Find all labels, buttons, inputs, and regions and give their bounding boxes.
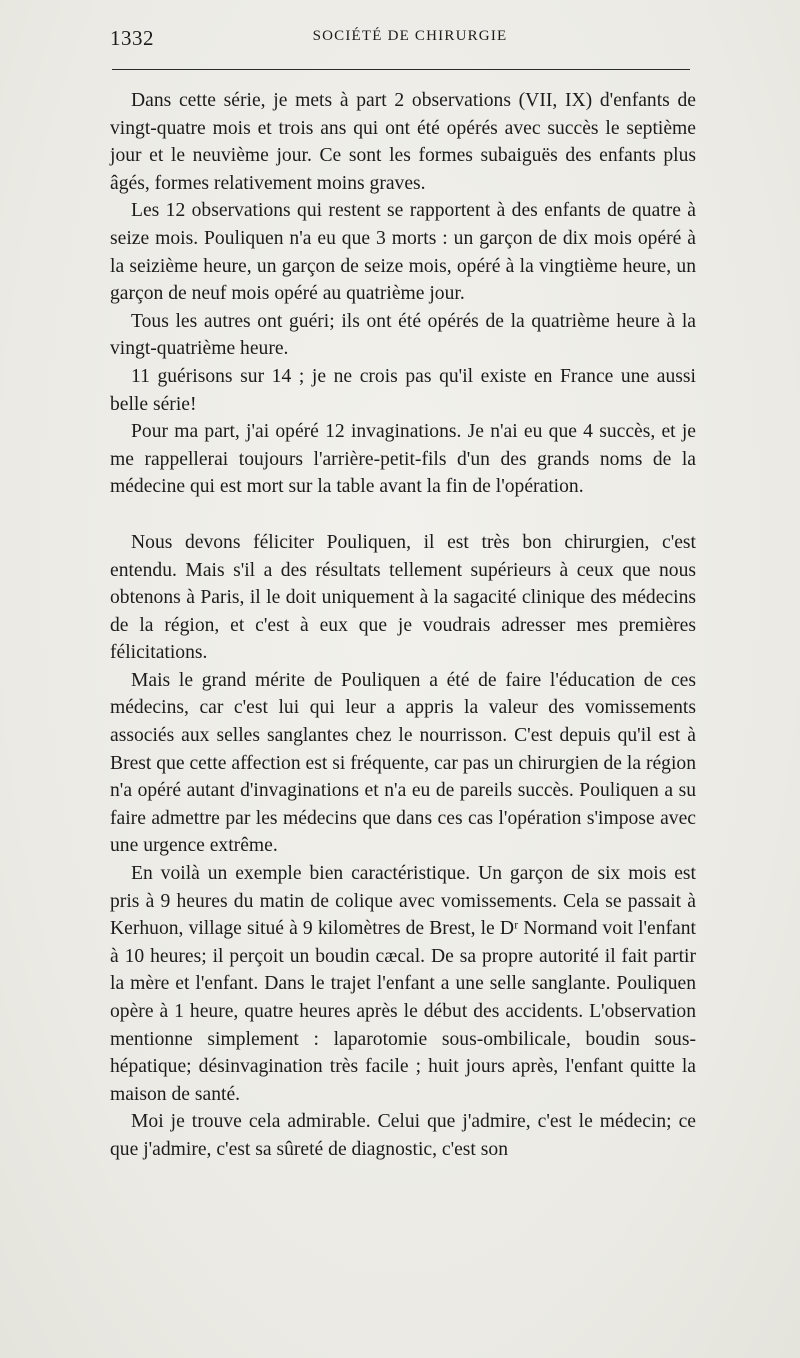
paragraph: Moi je trouve cela admirable. Celui que j'admire, c'est le médecin; ce que j'admire, c'est sa sûreté de diagnostic, c'est son bbox=[110, 1111, 696, 1160]
page-number: 1332 bbox=[110, 26, 154, 50]
paragraph: Dans cette série, je mets à part 2 observations (VII, IX) d'enfants de vingt-quatre mois et trois ans qui ont été opérés avec succès le septième jour et le neuvième jour. Ce sont les formes subaiguës des enfants plus âgés, formes relativement moins graves. bbox=[110, 90, 696, 194]
paragraph: Les 12 observations qui restent se rapportent à des enfants de quatre à seize mois. Pouliquen n'a eu que 3 morts : un garçon de dix mois opéré à la seizième heure, un garçon de seize mois, opéré à la vingtième heure, un garçon de neuf mois opéré au quatrième jour. bbox=[110, 200, 696, 305]
paragraph: 11 guérisons sur 14 ; je ne crois pas qu'il existe en France une aussi belle série! bbox=[110, 365, 696, 415]
paragraph: Nous devons féliciter Pouliquen, il est très bon chirurgien, c'est entendu. Mais s'il a des résultats tellement supérieurs à ceux que nous obtenons à Paris, il le doit uniquement à la sagacité clinique des médecins de la région, et c'est à eux que je voudrais adresser mes premières félicitations. bbox=[110, 531, 696, 664]
running-head bbox=[110, 26, 692, 52]
header-rule bbox=[112, 69, 690, 70]
paragraph: Mais le grand mérite de Pouliquen a été de faire l'éducation de ces médecins, car c'est lui qui leur a appris la valeur des vomissements associés aux selles sanglantes chez le nourrisson. C'est depuis qu'il est à Brest que cette affection est si fréquente, car pas un chirurgien de la région n'a opéré autant d'invaginations et n'a eu de pareils succès. Pouliquen a su faire admettre par les médecins que dans ces cas l'opération s'impose avec une urgence extrême. bbox=[110, 669, 696, 857]
paragraph: En voilà un exemple bien caractéristique. Un garçon de six mois est pris à 9 heures du matin de colique avec vomissements. Cela se passait à Kerhuon, village situé à 9 kilomètres de Brest, le Dʳ Normand voit l'enfant à 10 heures; il perçoit un boudin cæcal. De sa propre autorité il fait partir la mère et l'enfant. Dans le trajet l'enfant a une selle sanglante. Pouliquen opère à 1 heure, quatre heures après le début des accidents. L'observation mentionne simplement : laparotomie sous-ombilicale, boudin sous-hépatique; désinvagination très facile ; huit jours après, l'enfant quitte la maison de santé. bbox=[110, 863, 696, 1105]
journal-title: SOCIÉTÉ DE CHIRURGIE bbox=[312, 28, 508, 44]
body-text bbox=[110, 87, 696, 1164]
paragraph: Tous les autres ont guéri; ils ont été opérés de la quatrième heure à la vingt-quatrième heure. bbox=[110, 310, 696, 360]
paragraph: Pour ma part, j'ai opéré 12 invaginations. Je n'ai eu que 4 succès, et je me rappellerai toujours l'arrière-petit-fils d'un des grands noms de la médecine qui est mort sur la table avant la fin de l'opération. bbox=[110, 421, 696, 498]
